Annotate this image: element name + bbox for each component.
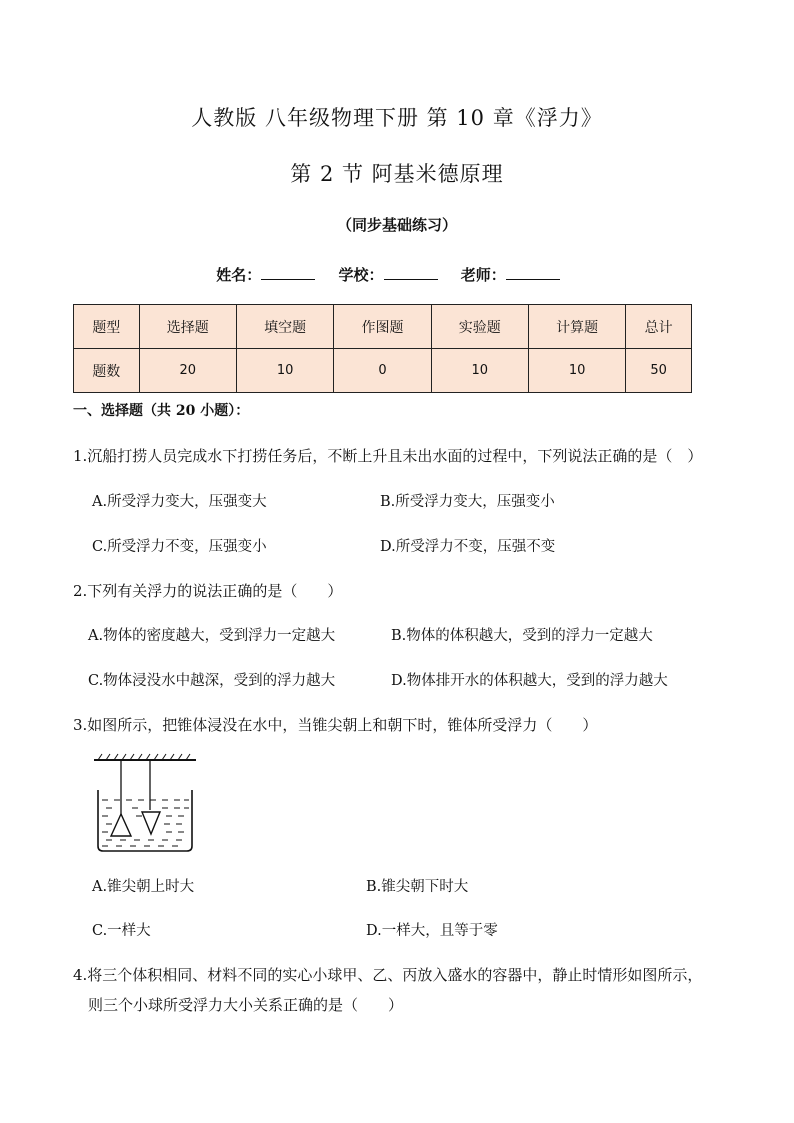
- question-1-option-d: D.所受浮力不变，压强不变: [380, 539, 556, 555]
- table-cell: 填空题: [236, 305, 333, 349]
- school-label: 学校：: [338, 266, 384, 284]
- practice-note: （同步基础练习）: [336, 216, 457, 234]
- table-cell: 10: [431, 349, 528, 393]
- question-2-stem: 2.下列有关浮力的说法正确的是（ ）: [73, 582, 343, 600]
- section-subtitle: 第 2 节 阿基米德原理: [290, 162, 504, 186]
- question-2-option-c: C.物体浸没水中越深，受到的浮力越大: [88, 673, 336, 689]
- school-blank[interactable]: [384, 265, 438, 280]
- section-heading: 一、选择题（共 20 小题）：: [73, 403, 250, 419]
- document-title: 人教版 八年级物理下册 第 10 章《浮力》: [191, 106, 603, 130]
- table-cell: 实验题: [431, 305, 528, 349]
- table-cell: 20: [139, 349, 236, 393]
- table-cell: 题数: [74, 349, 140, 393]
- table-cell: 10: [528, 349, 625, 393]
- table-cell: 作图题: [334, 305, 431, 349]
- table-cell: 10: [236, 349, 333, 393]
- question-2-option-a: A.物体的密度越大，受到浮力一定越大: [88, 628, 336, 644]
- question-3-stem: 3.如图所示，把锥体浸没在水中，当锥尖朝上和朝下时，锥体所受浮力（ ）: [73, 716, 598, 734]
- question-4-stem: 4.将三个体积相同、材料不同的实心小球甲、乙、丙放入盛水的容器中，静止时情形如图所示，: [73, 966, 703, 984]
- question-stats-table: [73, 304, 692, 393]
- question-2-option-b: B.物体的体积越大，受到的浮力一定越大: [391, 628, 653, 644]
- student-info-line: [0, 264, 794, 285]
- question-3-option-b: B.锥尖朝下时大: [366, 879, 469, 895]
- table-row: [74, 349, 692, 393]
- question-1-stem: 1.沉船打捞人员完成水下打捞任务后，不断上升且未出水面的过程中，下列说法正确的是（ ）: [73, 447, 703, 465]
- teacher-blank[interactable]: [506, 265, 560, 280]
- question-3-option-d: D.一样大，且等于零: [366, 923, 498, 939]
- question-3-option-c: C.一样大: [92, 923, 151, 939]
- question-3-option-a: A.锥尖朝上时大: [92, 879, 195, 895]
- table-header-row: [74, 305, 692, 349]
- question-1-option-a: A.所受浮力变大，压强变大: [92, 494, 267, 510]
- cone-in-water-figure: [92, 752, 200, 854]
- question-1-option-c: C.所受浮力不变，压强变小: [92, 539, 267, 555]
- name-blank[interactable]: [261, 265, 315, 280]
- teacher-label: 老师：: [460, 266, 506, 284]
- table-cell: 0: [334, 349, 431, 393]
- question-2-option-d: D.物体排开水的体积越大，受到的浮力越大: [391, 673, 668, 689]
- table-cell: 50: [626, 349, 692, 393]
- table-cell: 总计: [626, 305, 692, 349]
- table-cell: 题型: [74, 305, 140, 349]
- table-cell: 选择题: [139, 305, 236, 349]
- table-cell: 计算题: [528, 305, 625, 349]
- name-label: 姓名：: [216, 266, 262, 284]
- question-1-option-b: B.所受浮力变大，压强变小: [380, 494, 555, 510]
- question-4-stem-continued: 则三个小球所受浮力大小关系正确的是（ ）: [88, 996, 404, 1014]
